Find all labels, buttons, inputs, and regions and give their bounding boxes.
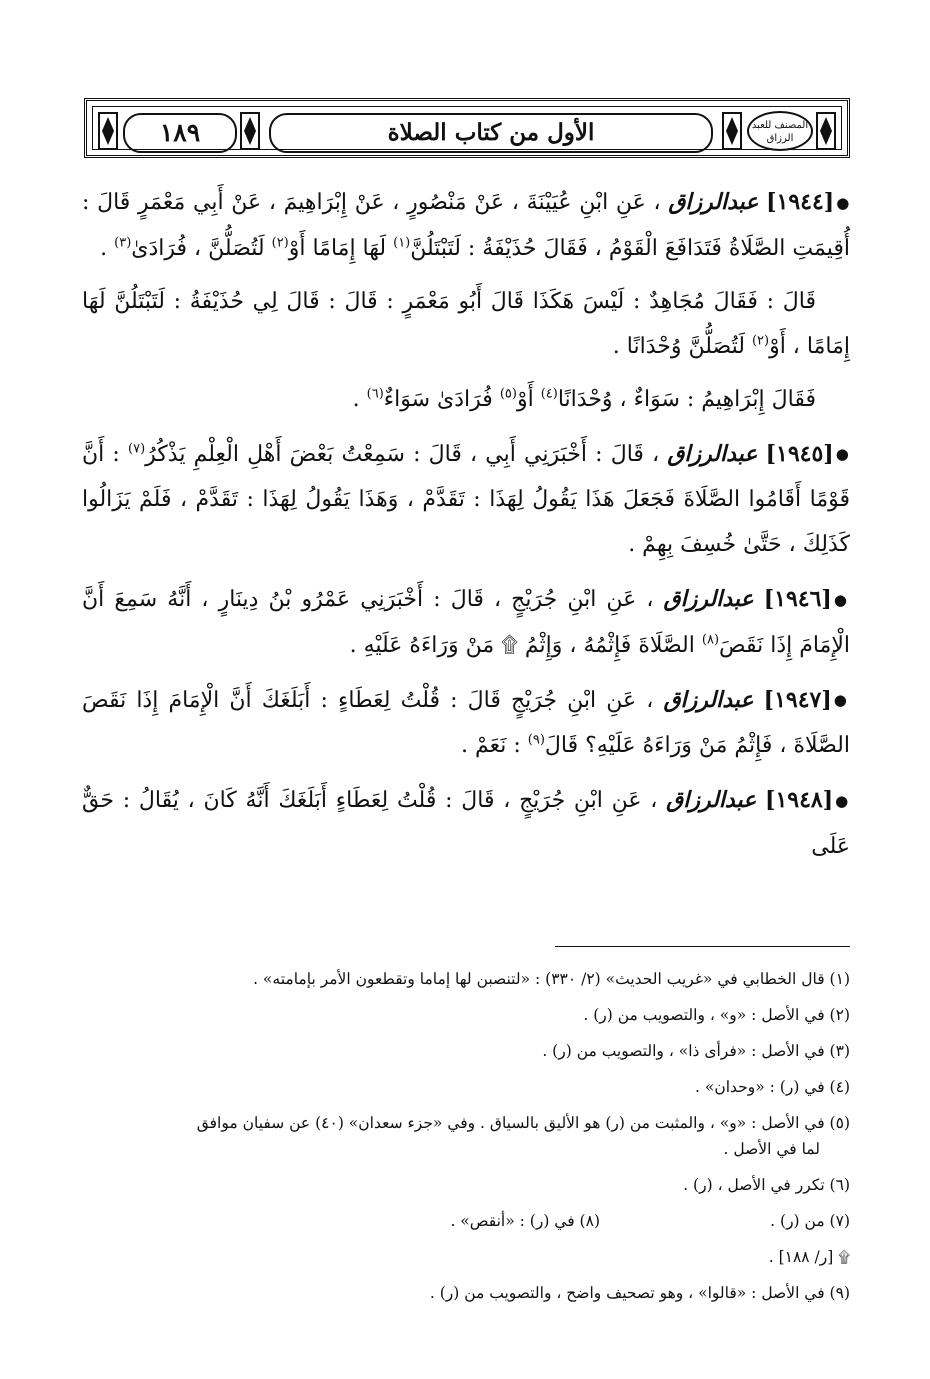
bullet-icon: ● [833, 691, 850, 709]
hadith-text: . [100, 235, 108, 261]
footnote-ref[interactable]: (٢) [751, 333, 770, 349]
hadith-text: أَوْ [516, 386, 534, 412]
hadith-text: . [352, 386, 360, 412]
footnote-4: (٤) في (ر) : «وحدان» . [695, 1078, 850, 1096]
hadith-1944-continuation [82, 377, 850, 422]
hadith-text: لَهَا إِمَامًا أَوْ [288, 235, 387, 261]
author-name: عبدالرزاق [668, 189, 759, 215]
hadith-number: [١٩٤٧] [763, 686, 832, 713]
footnote-ref[interactable]: (٢) [271, 235, 289, 251]
footnote-5-text: (٥) في الأصل : «و» ، والمثبت من (ر) هو الأليق بالسياق . وفي «جزء سعدان» (٤٠) عن سفيان موافق [196, 1114, 850, 1132]
footnote-3: (٣) في الأصل : «فرأى ذا» ، والتصويب من (ر) . [542, 1042, 850, 1060]
hadith-number: [١٩٤٤] [766, 189, 835, 215]
ornament-icon [97, 111, 119, 151]
author-name: عبدالرزاق [666, 787, 757, 813]
bullet-icon: ● [833, 590, 851, 609]
bullet-icon: ● [835, 791, 850, 810]
footnote-ref[interactable]: (٨) [701, 632, 720, 648]
footnote-ref[interactable]: (٦) [366, 386, 384, 402]
footnote-7: (٧) من (ر) . [770, 1212, 850, 1230]
ornament-icon [721, 111, 743, 151]
chapter-title: الأول من كتاب الصلاة [269, 113, 713, 153]
hadith-number: [١٩٤٦] [763, 586, 832, 612]
footnote-divider [555, 946, 850, 947]
bullet-icon: ● [835, 445, 850, 463]
hadith-text: ، قَالَ : أَخْبَرَنِي أَبِي ، قَالَ : سَمِعْتُ بَعْضَ أَهْلِ الْعِلْمِ يَذْكُرُ [145, 441, 660, 467]
author-name: عبدالرزاق [667, 440, 758, 467]
hadith-text: قَالَ : فَقَالَ مُجَاهِدٌ : لَيْسَ هَكَذَا قَالَ أَبُو مَعْمَرٍ : قَالَ : قَالَ لِي حُذَيْفَةُ : لَتَبْتَلُنَّ لَهَا إِمَامًا ، أَوْ [82, 288, 850, 359]
hadith-1944-continuation [82, 279, 850, 369]
footnote-9: (٩) في الأصل : «قالوا» ، وهو تصحيف واضح ، والتصويب من (ر) . [429, 1284, 850, 1302]
hadith-1946 [82, 577, 850, 668]
hadith-text: : نَعَمْ . [461, 733, 521, 758]
hadith-text: فُرَادَىٰ سَوَاءٌ [383, 386, 493, 412]
footnote-ref[interactable]: (٧) [128, 441, 146, 457]
hadith-text: فَقَالَ إِبْرَاهِيمُ : سَوَاءٌ ، وُحْدَانًا [557, 386, 816, 412]
author-name: عبدالرزاق [663, 586, 754, 612]
hadith-text: : أَنَّ قَوْمًا أَقَامُوا الصَّلَاةَ فَجَعَلَ هَذَا يَقُولُ لِهَذَا : تَقَدَّمْ ، وَهَذَا يَقُولُ لِهَذَا : تَقَدَّمْ ، فَلَمْ يَزَالُوا كَذَلِكَ ، حَتَّىٰ خُسِفَ بِهِمْ . [82, 441, 850, 557]
bullet-icon: ● [836, 193, 851, 212]
footnote-5-continuation: لما في الأصل . [723, 1140, 820, 1158]
footnote-8: (٨) في (ر) : «أنقص» . [450, 1212, 600, 1230]
footnote-ref[interactable]: (٥) [499, 386, 517, 402]
hadith-1947 [82, 678, 850, 769]
hadith-text: ، عَنِ ابْنِ جُرَيْجٍ قَالَ : قُلْتُ لِعَطَاءٍ : أَبَلَغَكَ أَنَّ الْإِمَامَ إِذَا نَقَصَ الصَّلَاةَ ، فَإِثْمُ مَنْ وَرَاءَهُ عَلَيْهِ؟ قَالَ [82, 687, 850, 758]
hadith-1948 [82, 778, 850, 869]
footnote-row [82, 1208, 850, 1234]
footnote-ref[interactable]: (٤) [540, 386, 558, 402]
page-number: ١٨٩ [123, 113, 237, 153]
footnote-1: (١) قال الخطابي في «غريب الحديث» (٢/ ٣٣٠) : «لتنصبن لها إماما وتقطعون الأمر بإمامته» . [253, 970, 850, 988]
footnote-ref[interactable]: (٣) [114, 235, 132, 251]
main-text [82, 180, 850, 869]
footnote-ref[interactable]: (٩) [527, 732, 545, 748]
hadith-number: [١٩٤٥] [765, 440, 834, 467]
footnote-6: (٦) تكرر في الأصل ، (ر) . [683, 1176, 850, 1194]
hadith-1945 [82, 432, 850, 568]
hadith-text: ، عَنِ ابْنِ جُرَيْجٍ ، قَالَ : أَخْبَرَنِي عَمْرُو بْنُ دِينَارٍ ، أَنَّهُ سَمِعَ أَنَّ الْإِمَامَ إِذَا نَقَصَ [82, 587, 850, 658]
hadith-text: لَتُصَلُّنَّ ، فُرَادَىٰ [131, 235, 265, 261]
running-header [84, 98, 850, 158]
footnote-2: (٢) في الأصل : «و» ، والتصويب من (ر) . [583, 1006, 850, 1024]
hadith-text: الصَّلَاةَ فَإِثْمُهُ ، وَإِثْمُ ۩ مَنْ وَرَاءَهُ عَلَيْهِ . [349, 632, 695, 658]
ornament-icon [815, 111, 837, 151]
hadith-number: [١٩٤٨] [765, 787, 834, 813]
manuscript-page-marker: ۩ [ر/ ١٨٨] . [768, 1248, 850, 1266]
hadith-text: ، عَنِ ابْنِ جُرَيْجٍ ، قَالَ : قُلْتُ لِعَطَاءٍ أَبَلَغَكَ أَنَّهُ كَانَ ، يُقَالُ : حَقٌّ عَلَى [82, 788, 850, 859]
ornament-icon [239, 111, 261, 151]
book-seal-logo: المصنف للعبد الرزاق [747, 111, 813, 151]
hadith-1944 [82, 180, 850, 271]
hadith-text: ، عَنِ ابْنِ عُيَيْنَةَ ، عَنْ مَنْصُورٍ ، عَنْ إِبْرَاهِيمَ ، عَنْ أَبِي مَعْمَرٍ قَالَ : أُقِيمَتِ الصَّلَاةُ فَتَدَافَعَ الْقَوْمُ ، فَقَالَ حُذَيْفَةُ : لَتَبْتَلُنَّ [82, 190, 850, 261]
footnotes [82, 966, 850, 1316]
hadith-text: لَتُصَلُّنَّ وُحْدَانًا . [612, 333, 745, 359]
footnote-ref[interactable]: (١) [393, 235, 411, 251]
author-name: عبدالرزاق [663, 686, 754, 713]
footnote-5 [82, 1110, 850, 1162]
header-frame [92, 106, 842, 150]
